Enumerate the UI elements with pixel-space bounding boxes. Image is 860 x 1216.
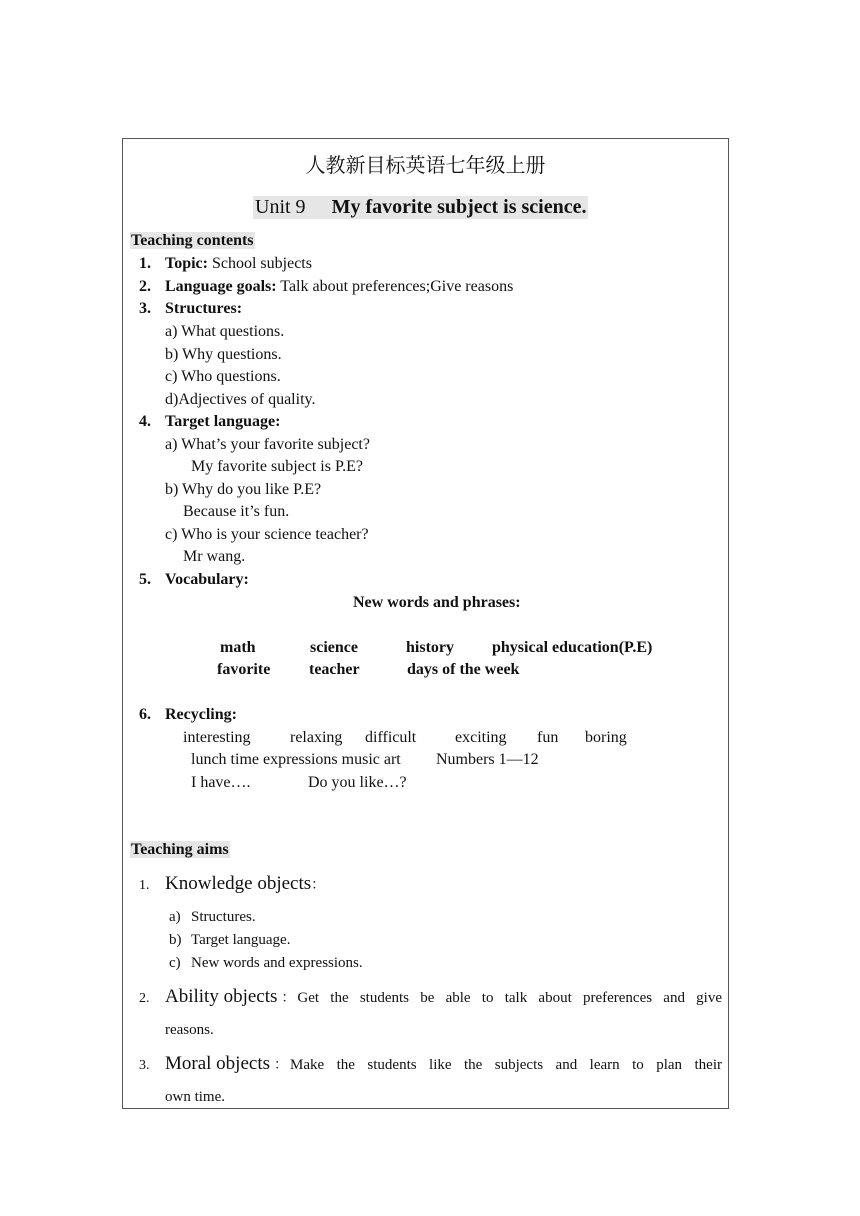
section-teaching-aims: [130, 841, 230, 859]
recycling-label: Recycling:: [165, 706, 237, 723]
ability-objects-label: Ability objects: [165, 986, 278, 1007]
language-goals-text: Talk about preferences;Give reasons: [276, 278, 514, 295]
structure-line: d)Adjectives of quality.: [165, 391, 316, 408]
recycling-line: Do you like…?: [308, 774, 407, 791]
target-language-item: 4. Target language:: [139, 413, 281, 430]
lesson-plan-frame: [122, 138, 729, 1109]
unit-title: My favorite subject is science.: [331, 196, 587, 218]
target-language-line: b) Why do you like P.E?: [165, 481, 322, 498]
structure-line: a) What questions.: [165, 323, 285, 340]
target-language-line: c) Who is your science teacher?: [165, 526, 369, 543]
knowledge-subitem: a) Structures.: [169, 909, 256, 925]
topic-item: 1. Topic: School subjects: [139, 255, 312, 272]
vocab-word: history: [406, 639, 454, 656]
ability-objects-item: 2. Ability objects ： Get the students be able to talk about preferences and give: [139, 986, 722, 1007]
section-teaching-contents: [130, 232, 255, 250]
language-goals-item: 2. Language goals: Talk about preferences;Give reasons: [139, 278, 514, 295]
ability-objects-text: Get the students be able to talk about preferences and give: [297, 990, 722, 1006]
moral-objects-text-cont: own time.: [165, 1089, 225, 1105]
topic-text: School subjects: [207, 255, 312, 272]
recycling-word: boring: [585, 729, 627, 746]
vocabulary-label: Vocabulary:: [165, 571, 249, 588]
knowledge-subitem: b) Target language.: [169, 932, 291, 948]
target-language-label: Target language:: [165, 413, 281, 430]
section-heading: Teaching aims: [131, 841, 229, 858]
topic-label: Topic:: [165, 255, 208, 272]
recycling-line: I have….: [191, 774, 251, 791]
structure-line: c) Who questions.: [165, 368, 281, 385]
knowledge-subitem: c) New words and expressions.: [169, 955, 363, 971]
unit-heading: [253, 196, 588, 219]
section-heading: Teaching contents: [131, 232, 254, 249]
target-language-line: Mr wang.: [183, 548, 246, 565]
recycling-word: difficult: [365, 729, 417, 746]
structure-line: b) Why questions.: [165, 346, 282, 363]
target-language-line: a) What’s your favorite subject?: [165, 436, 370, 453]
knowledge-objects-label: Knowledge objects: [165, 873, 312, 894]
recycling-word: exciting: [455, 729, 507, 746]
recycling-word: relaxing: [290, 729, 343, 746]
recycling-item: 6. Recycling:: [139, 706, 237, 723]
structures-label: Structures:: [165, 300, 243, 317]
recycling-line: lunch time expressions music art: [191, 751, 401, 768]
vocab-word: science: [310, 639, 358, 656]
language-goals-label: Language goals:: [165, 278, 277, 295]
ability-objects-text-cont: reasons.: [165, 1022, 214, 1038]
vocab-word: days of the week: [407, 661, 520, 678]
moral-objects-text: Make the students like the subjects and learn to plan their: [290, 1057, 722, 1073]
vocabulary-subheading: New words and phrases:: [353, 594, 521, 611]
vocab-word: teacher: [309, 661, 360, 678]
recycling-word: fun: [537, 729, 559, 746]
recycling-line: Numbers 1—12: [436, 751, 539, 768]
recycling-word: interesting: [183, 729, 251, 746]
vocab-word: math: [220, 639, 256, 656]
target-language-line: My favorite subject is P.E?: [191, 458, 363, 475]
moral-objects-label: Moral objects: [165, 1053, 271, 1074]
vocab-word: physical education(P.E): [492, 639, 653, 656]
document-title: 人教新目标英语七年级上册: [305, 153, 546, 177]
target-language-line: Because it’s fun.: [183, 503, 290, 520]
moral-objects-item: 3. Moral objects ： Make the students like the subjects and learn to plan their: [139, 1053, 722, 1074]
unit-label: Unit 9: [255, 196, 306, 218]
knowledge-objects-item: 1. Knowledge objects：: [139, 873, 326, 894]
vocabulary-item: 5. Vocabulary:: [139, 571, 249, 588]
vocab-word: favorite: [217, 661, 271, 678]
structures-item: 3. Structures:: [139, 300, 243, 317]
